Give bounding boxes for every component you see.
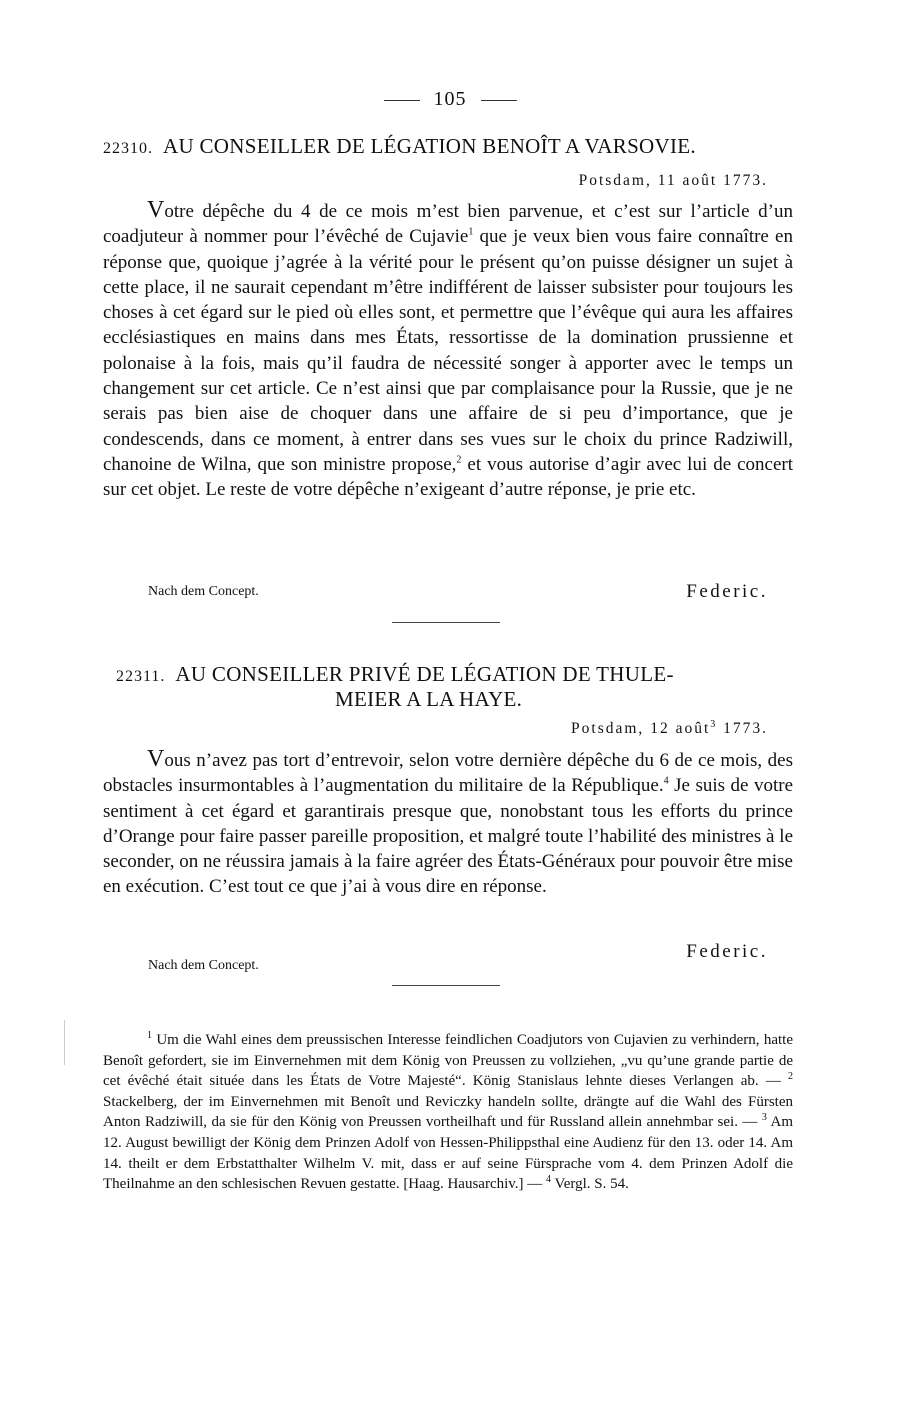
footnote-ref: 3 [710,718,718,730]
footnote-ref: 2 [456,454,462,466]
body-text: que je veux bien vous faire connaître en réponse que, quoique j’agrée à la vérité pour le présent qu’on puisse désigner un sujet à cette place, il ne saurait cependant m’être indifférent de laisser subsister pour toujours les choses à cet égard sur le pied où elles sont, et permettre que l’évêque qui aura les affaires ecclésiastiques en mains dans mes États, ressortisse de la domination prussienne et polonaise à la fois, mais qu’il faudra de nécessité songer à apporter avec le temps un changement sur cet article. Ce n’est ainsi que par complaisance pour la Russie, que je ne serais pas bien aise de choquer dans une affaire de si peu d’importance, que je condescends, dans ce moment, à entrer dans ses vues sur le choix du prince Radziwill, chanoine de Wilna, que son ministre propose, [103,226,793,475]
letter-title: AU CONSEILLER DE LÉGATION BENOÎT A VARSOVIE. [163,134,696,158]
signature: Federic. [686,941,768,962]
concept-note: Nach dem Concept. [148,958,259,973]
footnote-ref: 4 [663,775,669,787]
letter-place-date [571,720,768,738]
body-text: otre dépêche du 4 de ce mois m’est bien parvenue, et c’est sur l’article d’un coadjuteur à nommer pour l’évêché de Cujavie [103,201,793,248]
letter-number: 22311. [116,668,166,685]
page-number-text: 105 [433,88,467,110]
page-number-dash-left [384,100,420,101]
footnote-mark: 3 [761,1112,767,1124]
letter-title: AU CONSEILLER PRIVÉ DE LÉGATION DE THULE- [175,662,674,686]
footnote-mark: 2 [788,1071,793,1083]
margin-mark [64,1020,65,1065]
footnote-text: Stackelberg, der im Einvernehmen mit Benoît und Reviczky handeln sollte, drängte auf die Wahl des Fürsten Anton Radziwill, da sie für den König von Preussen vortheilhaft und für Russland allein annehmbar sei. — [103,1093,793,1131]
separator-rule [392,985,500,986]
footnote-mark: 1 [147,1030,152,1041]
letter-place-date [579,172,768,190]
letter-number: 22310. [103,140,153,157]
footnote-text: Vergl. S. 54. [551,1176,629,1193]
letter-place: Potsdam, [578,172,652,189]
separator-rule [392,622,500,623]
footnote-text: Am 12. August bewilligt der König dem Prinzen Adolf von Hessen-Philippsthal eine Audienz für den 13. oder 14. Am 14. theilt er dem Erbstatthalter Wilhelm V. mit, dass er auf seine Fürsprache vom 4. dem Prinzen Adolf die Theilnahme an den schlesischen Revuen gestatte. [Haag. Hausarchiv.] — [103,1114,793,1193]
footnotes [103,1030,793,1195]
footnote-text: Um die Wahl eines dem preussischen Interesse feindlichen Coadjutors von Cujavien zu verhindern, hatte Benoît gefordert, sie im Einvernehmen mit dem König von Preussen zu vollziehen, „vu qu’une grande partie de cet évêché était située dans les États de Votre Majesté“. König Stanislaus lehnte dieses Verlangen ab. — [103,1032,793,1090]
letter-place: Potsdam, [571,720,645,737]
letter-date: 11 août 1773. [651,172,768,189]
body-text: et vous autorise d’agir avec lui de concert sur cet objet. Le reste de votre dépêche n’exigeant d’autre réponse, je prie etc. [103,453,794,501]
letter-body [103,198,793,503]
concept-note: Nach dem Concept. [148,584,259,599]
drop-initial: V [147,746,165,772]
footnote-ref: 1 [468,226,474,238]
letter-title-continued: MEIER A LA HAYE. [335,687,523,711]
page-number-dash-right [481,100,517,101]
drop-initial: V [147,197,165,223]
signature: Federic. [686,581,768,602]
letter-date: 12 août [644,720,711,737]
body-text: ous n’avez pas tort d’entrevoir, selon votre dernière dépêche du 6 de ce mois, des obstacles insurmontables à l’augmentation du militaire de la République. [103,750,793,797]
letter-heading [103,134,696,159]
letter-body [103,747,793,900]
letter-heading [116,662,674,687]
body-text: Je suis de votre sentiment à cet égard et garantirais presque que, nonobstant tous les efforts du prince d’Orange pour faire passer pareille proposition, et malgré toute l’habilité des ministres à le seconder, on ne réussira jamais à la faire agréer des États-Généraux pour pouvoir être mise en exécution. C’est tout ce que j’ai à vous dire en réponse. [103,775,793,898]
page-number [0,88,900,111]
footnote-mark: 4 [546,1174,552,1186]
letter-date-year: 1773. [717,720,768,737]
